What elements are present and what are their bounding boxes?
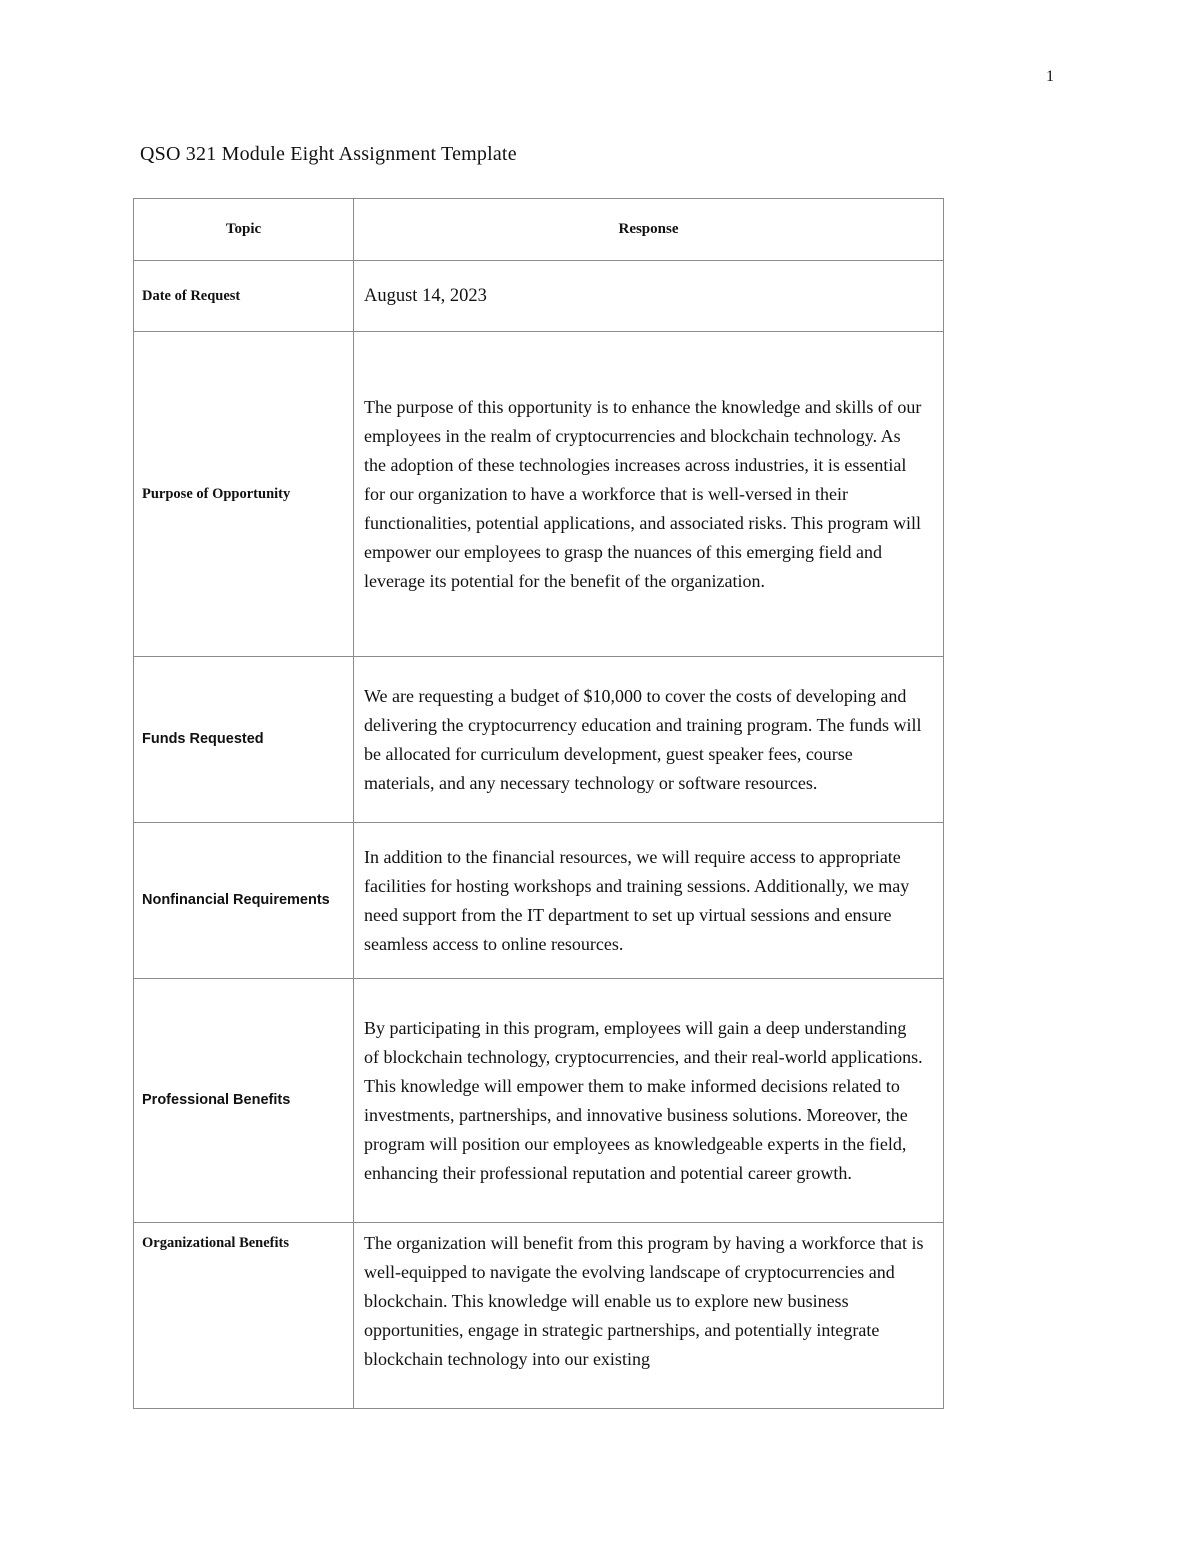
- response-cell-nonfinancial-requirements: In addition to the financial resources, we will require access to appropriate facilities for hosting workshops and training sessions. Additionally, we may need support from the IT department to set up virtual sessions and ensure seamless access to online resources.: [354, 823, 944, 979]
- response-cell-date-of-request: August 14, 2023: [354, 261, 944, 332]
- topic-cell-purpose-of-opportunity: Purpose of Opportunity: [134, 332, 354, 657]
- topic-cell-professional-benefits: Professional Benefits: [134, 979, 354, 1223]
- response-cell-professional-benefits: By participating in this program, employees will gain a deep understanding of blockchain technology, cryptocurrencies, and their real-world applications. This knowledge will empower them to make informed decisions related to investments, partnerships, and innovative business solutions. Moreover, the program will position our employees as knowledgeable experts in the field, enhancing their professional reputation and potential career growth.: [354, 979, 944, 1223]
- response-cell-purpose-of-opportunity: The purpose of this opportunity is to enhance the knowledge and skills of our employees in the realm of cryptocurrencies and blockchain technology. As the adoption of these technologies increases across industries, it is essential for our organization to have a workforce that is well-versed in their functionalities, potential applications, and associated risks. This program will empower our employees to grasp the nuances of this emerging field and leverage its potential for the benefit of the organization.: [354, 332, 944, 657]
- table-row-nonfinancial-requirements: [134, 823, 944, 979]
- topic-cell-funds-requested: Funds Requested: [134, 657, 354, 823]
- topic-cell-organizational-benefits: Organizational Benefits: [134, 1223, 354, 1409]
- table-header-row: [134, 199, 944, 261]
- table-row-purpose-of-opportunity: [134, 332, 944, 657]
- table-row-organizational-benefits: [134, 1223, 944, 1409]
- response-cell-funds-requested: We are requesting a budget of $10,000 to cover the costs of developing and delivering the cryptocurrency education and training program. The funds will be allocated for curriculum development, guest speaker fees, course materials, and any necessary technology or software resources.: [354, 657, 944, 823]
- assignment-table: [133, 198, 944, 1409]
- topic-cell-date-of-request: Date of Request: [134, 261, 354, 332]
- table-row-funds-requested: [134, 657, 944, 823]
- response-cell-organizational-benefits: The organization will benefit from this program by having a workforce that is well-equipped to navigate the evolving landscape of cryptocurrencies and blockchain. This knowledge will enable us to explore new business opportunities, engage in strategic partnerships, and potentially integrate blockchain technology into our existing: [354, 1223, 944, 1409]
- column-header-topic: Topic: [134, 199, 354, 261]
- document-title: QSO 321 Module Eight Assignment Template: [140, 143, 517, 165]
- page-number: 1: [1046, 68, 1054, 85]
- column-header-response: Response: [354, 199, 944, 261]
- topic-cell-nonfinancial-requirements: Nonfinancial Requirements: [134, 823, 354, 979]
- table-row-professional-benefits: [134, 979, 944, 1223]
- table-row-date-of-request: [134, 261, 944, 332]
